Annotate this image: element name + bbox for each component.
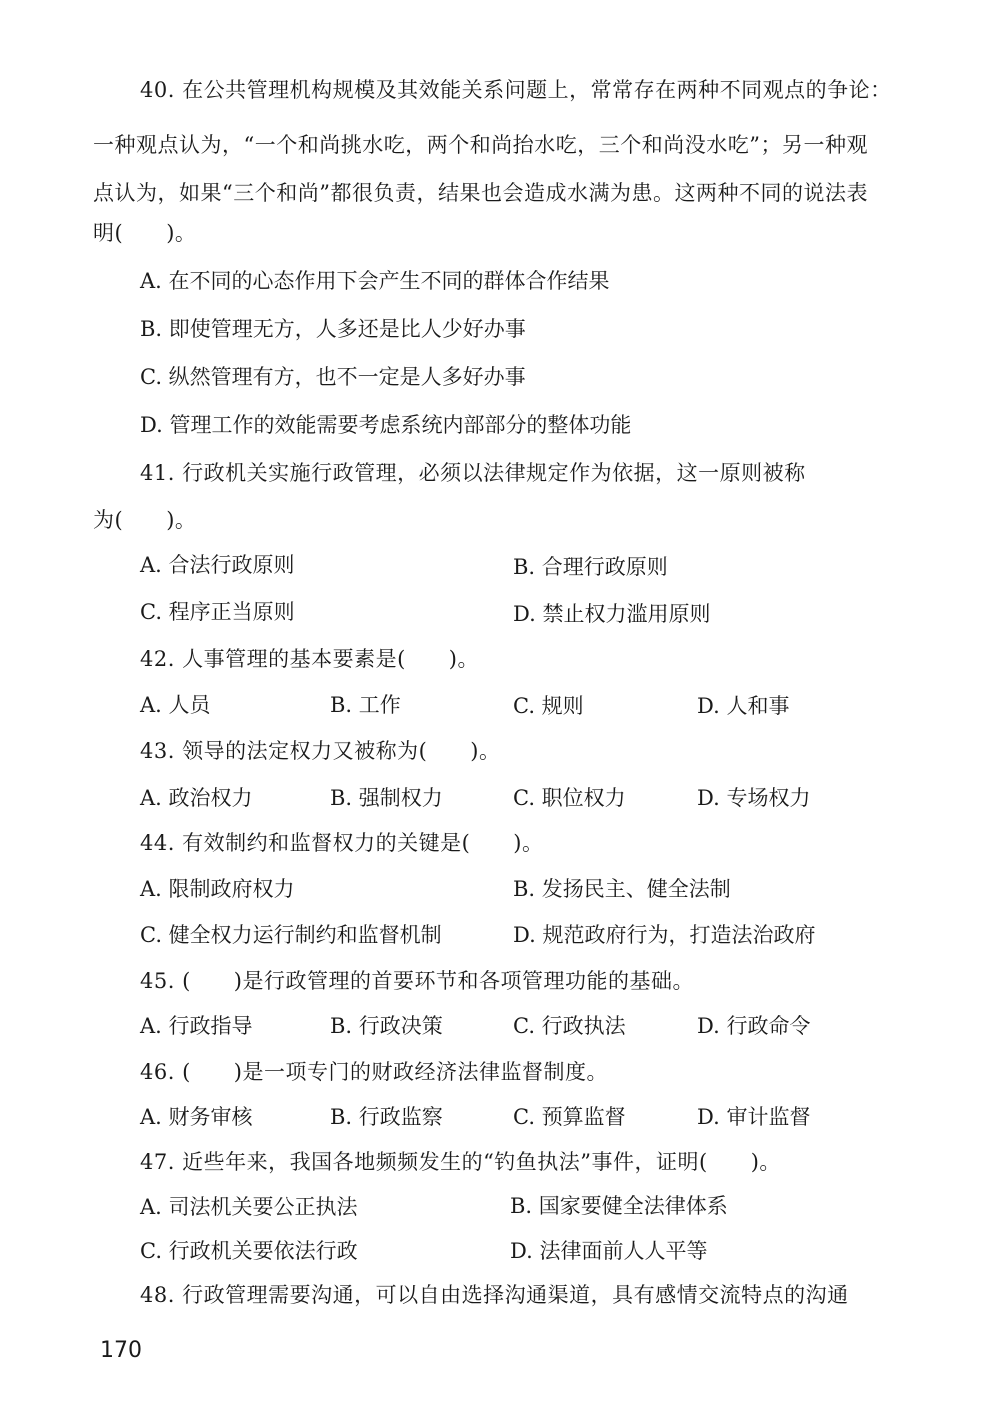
q42-option-c: C. 规则: [513, 694, 584, 718]
q47-option-c: C. 行政机关要依法行政: [140, 1239, 358, 1263]
q44-option-b: B. 发扬民主、健全法制: [513, 877, 731, 901]
q47-option-a: A. 司法机关要公正执法: [140, 1195, 358, 1219]
q42-stem: 42. 人事管理的基本要素是( )。: [140, 647, 479, 671]
q40-stem-line-3: 点认为，如果“三个和尚”都很负责，结果也会造成水满为患。这两种不同的说法表: [93, 181, 868, 205]
q40-option-d: D. 管理工作的效能需要考虑系统内部部分的整体功能: [140, 413, 632, 437]
q40-stem-line-1: 40. 在公共管理机构规模及其效能关系问题上，常常存在两种不同观点的争论：: [140, 78, 892, 102]
q43-option-d: D. 专场权力: [697, 786, 811, 810]
q45-option-a: A. 行政指导: [140, 1014, 253, 1038]
q45-option-d: D. 行政命令: [697, 1014, 811, 1038]
q47-stem: 47. 近些年来，我国各地频频发生的“钓鱼执法”事件，证明( )。: [140, 1150, 781, 1174]
q44-stem: 44. 有效制约和监督权力的关键是( )。: [140, 831, 544, 855]
q43-option-c: C. 职位权力: [513, 786, 626, 810]
q41-option-d: D. 禁止权力滥用原则: [513, 602, 711, 626]
q42-option-d: D. 人和事: [697, 694, 790, 718]
q44-option-d: D. 规范政府行为，打造法治政府: [513, 923, 816, 947]
q43-option-a: A. 政治权力: [140, 786, 253, 810]
q48-stem-line-1: 48. 行政管理需要沟通，可以自由选择沟通渠道，具有感情交流特点的沟通: [140, 1283, 849, 1307]
q41-option-a: A. 合法行政原则: [140, 553, 295, 577]
q41-option-b: B. 合理行政原则: [513, 555, 668, 579]
q45-stem: 45. ( )是行政管理的首要环节和各项管理功能的基础。: [140, 969, 694, 993]
q41-option-c: C. 程序正当原则: [140, 600, 295, 624]
q43-option-b: B. 强制权力: [330, 786, 443, 810]
q47-option-b: B. 国家要健全法律体系: [510, 1194, 728, 1218]
q40-option-b: B. 即使管理无方，人多还是比人少好办事: [140, 317, 526, 341]
q45-option-b: B. 行政决策: [330, 1014, 443, 1038]
q42-option-a: A. 人员: [140, 693, 211, 717]
q46-option-c: C. 预算监督: [513, 1105, 626, 1129]
q40-option-a: A. 在不同的心态作用下会产生不同的群体合作结果: [140, 269, 610, 293]
q47-option-d: D. 法律面前人人平等: [510, 1239, 708, 1263]
q40-stem-line-4: 明( )。: [93, 221, 197, 245]
page-number: 170: [100, 1338, 142, 1363]
q46-option-b: B. 行政监察: [330, 1105, 443, 1129]
q46-option-d: D. 审计监督: [697, 1105, 811, 1129]
q45-option-c: C. 行政执法: [513, 1014, 626, 1038]
q41-stem-line-1: 41. 行政机关实施行政管理，必须以法律规定作为依据，这一原则被称: [140, 461, 806, 485]
q44-option-a: A. 限制政府权力: [140, 877, 295, 901]
q42-option-b: B. 工作: [330, 693, 401, 717]
q44-option-c: C. 健全权力运行制约和监督机制: [140, 923, 442, 947]
q40-option-c: C. 纵然管理有方，也不一定是人多好办事: [140, 365, 526, 389]
q40-stem-line-2: 一种观点认为，“一个和尚挑水吃，两个和尚抬水吃，三个和尚没水吃”；另一种观: [93, 133, 868, 157]
q43-stem: 43. 领导的法定权力又被称为( )。: [140, 739, 501, 763]
q46-option-a: A. 财务审核: [140, 1105, 253, 1129]
q41-stem-line-2: 为( )。: [93, 508, 197, 532]
q46-stem: 46. ( )是一项专门的财政经济法律监督制度。: [140, 1060, 608, 1084]
